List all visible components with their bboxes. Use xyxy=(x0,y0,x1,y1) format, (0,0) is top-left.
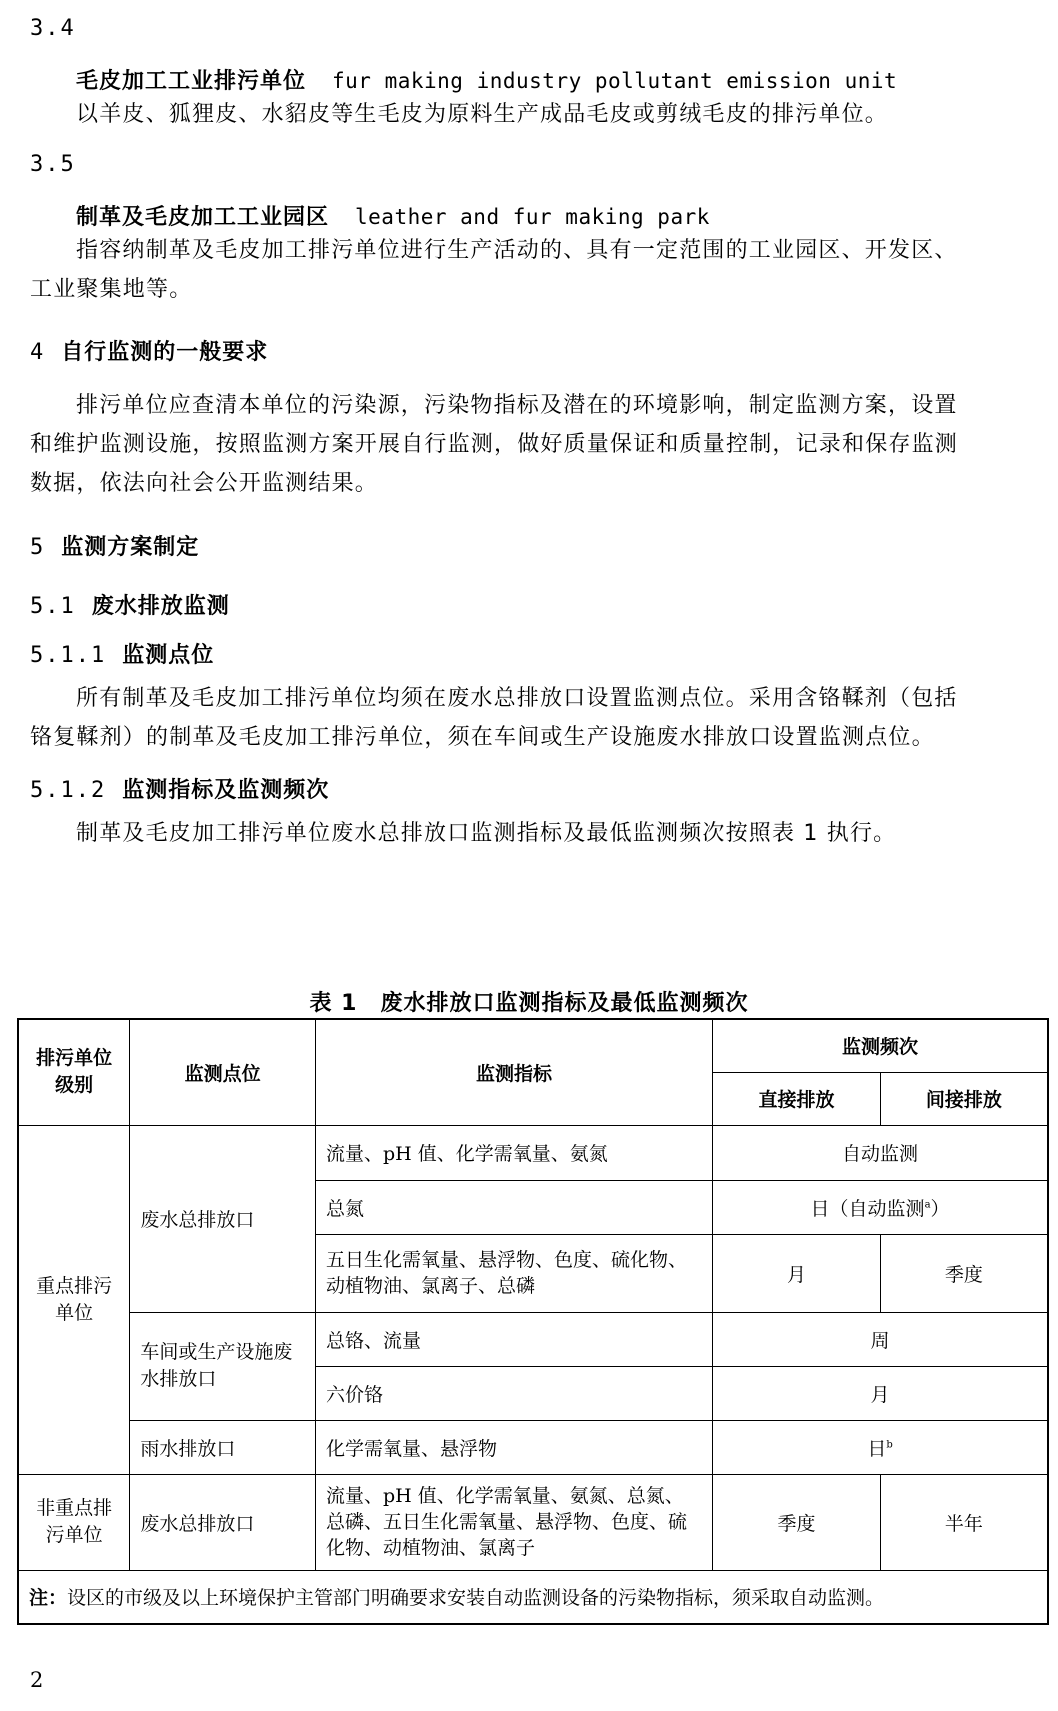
header-indicator: 监测指标 xyxy=(315,1019,712,1125)
frequency-cell: 月 xyxy=(713,1366,1048,1420)
indirect-frequency-cell: 季度 xyxy=(880,1234,1048,1312)
table-row xyxy=(18,1420,1048,1474)
indicator-cell: 六价铬 xyxy=(315,1366,712,1420)
section-heading-4 xyxy=(30,335,268,366)
term-en: leather and fur making park xyxy=(355,205,710,229)
indirect-frequency-cell: 半年 xyxy=(880,1474,1048,1570)
key-units-cell xyxy=(18,1125,130,1474)
term-zh: 毛皮加工工业排污单位 xyxy=(76,69,307,94)
table-row xyxy=(18,1474,1048,1570)
total-outlet-cell: 废水总排放口 xyxy=(130,1125,316,1312)
paragraph-4-line3: 数据，依法向社会公开监测结果。 xyxy=(30,471,379,496)
workshop-outlet-cell: 车间或生产设施废水排放口 xyxy=(130,1312,316,1420)
heading-number: 5.1.1 xyxy=(30,643,107,668)
heading-number: 5.1.2 xyxy=(30,778,107,803)
rain-outlet-cell: 雨水排放口 xyxy=(130,1420,316,1474)
definition-3-4: 以羊皮、狐狸皮、水貂皮等生毛皮为原料生产成品毛皮或剪绒毛皮的排污单位。 xyxy=(76,102,889,127)
heading-number: 5.1 xyxy=(30,594,76,619)
header-point: 监测点位 xyxy=(130,1019,316,1125)
frequency-cell xyxy=(713,1420,1048,1474)
frequency-text-close: ） xyxy=(930,1197,950,1220)
section-number-3-4: 3.4 xyxy=(30,16,76,41)
table-row xyxy=(18,1125,1048,1180)
term-3-5 xyxy=(76,200,710,231)
note-text: 设区的市级及以上环境保护主管部门明确要求安装自动监测设备的污染物指标，须采取自动监测。 xyxy=(67,1587,885,1610)
nonkey-units-cell xyxy=(18,1474,130,1570)
term-3-4 xyxy=(76,64,897,95)
definition-3-5-line2: 工业聚集地等。 xyxy=(30,277,193,302)
heading-title: 监测点位 xyxy=(122,643,215,668)
indicator-cell: 总氮 xyxy=(315,1180,712,1234)
header-level: 排污单位级别 xyxy=(18,1019,130,1125)
footnote-marker: a xyxy=(924,1199,931,1211)
paragraph-5-1-2-line1: 制革及毛皮加工排污单位废水总排放口监测指标及最低监测频次按照表 1 执行。 xyxy=(76,821,897,846)
section-heading-5-1-2 xyxy=(30,773,329,804)
header-indirect: 间接排放 xyxy=(880,1072,1048,1125)
footnote-marker: b xyxy=(886,1439,893,1451)
monitoring-table xyxy=(17,1018,1049,1625)
heading-number: 4 xyxy=(30,340,46,365)
header-direct: 直接排放 xyxy=(713,1072,881,1125)
indicator-cell: 流量、pH 值、化学需氧量、氨氮、总氮、总磷、五日生化需氧量、悬浮物、色度、硫化物、动植物油、氯离子 xyxy=(315,1474,712,1570)
table-caption: 表 1 废水排放口监测指标及最低监测频次 xyxy=(309,991,749,1016)
heading-number: 5 xyxy=(30,535,46,560)
paragraph-4-line1: 排污单位应查清本单位的污染源，污染物指标及潜在的环境影响，制定监测方案，设置 xyxy=(76,393,958,418)
heading-title: 废水排放监测 xyxy=(91,594,230,619)
section-number-3-5: 3.5 xyxy=(30,152,76,177)
indicator-cell: 流量、pH 值、化学需氧量、氨氮 xyxy=(315,1125,712,1180)
heading-title: 自行监测的一般要求 xyxy=(61,340,269,365)
frequency-cell: 自动监测 xyxy=(713,1125,1048,1180)
direct-frequency-cell: 季度 xyxy=(713,1474,881,1570)
note-label: 注： xyxy=(29,1587,68,1610)
table-note xyxy=(18,1570,1048,1624)
section-heading-5-1 xyxy=(30,589,230,620)
frequency-cell xyxy=(713,1180,1048,1234)
term-en: fur making industry pollutant emission unit xyxy=(332,69,898,93)
section-heading-5 xyxy=(30,530,199,561)
indicator-cell: 总铬、流量 xyxy=(315,1312,712,1366)
header-frequency: 监测频次 xyxy=(713,1019,1048,1072)
section-heading-5-1-1 xyxy=(30,638,214,669)
key-units-label: 重点排污单位 xyxy=(36,1274,113,1324)
heading-title: 监测方案制定 xyxy=(61,535,200,560)
definition-3-5-line1: 指容纳制革及毛皮加工排污单位进行生产活动的、具有一定范围的工业园区、开发区、 xyxy=(76,238,958,263)
indicator-cell: 化学需氧量、悬浮物 xyxy=(315,1420,712,1474)
nk-total-outlet-cell: 废水总排放口 xyxy=(130,1474,316,1570)
table-row xyxy=(18,1312,1048,1366)
heading-title: 监测指标及监测频次 xyxy=(122,778,330,803)
paragraph-4-line2: 和维护监测设施，按照监测方案开展自行监测，做好质量保证和质量控制，记录和保存监测 xyxy=(30,432,959,457)
paragraph-5-1-1-line2: 铬复鞣剂）的制革及毛皮加工排污单位，须在车间或生产设施废水排放口设置监测点位。 xyxy=(30,725,935,750)
term-zh: 制革及毛皮加工工业园区 xyxy=(76,205,330,230)
frequency-cell: 周 xyxy=(713,1312,1048,1366)
paragraph-5-1-1-line1: 所有制革及毛皮加工排污单位均须在废水总排放口设置监测点位。采用含铬鞣剂（包括 xyxy=(76,686,958,711)
page-number: 2 xyxy=(30,1668,44,1692)
frequency-text: 日（自动监测 xyxy=(810,1197,925,1220)
table-note-row xyxy=(18,1570,1048,1624)
frequency-text: 日 xyxy=(867,1437,887,1460)
indicator-cell: 五日生化需氧量、悬浮物、色度、硫化物、动植物油、氯离子、总磷 xyxy=(315,1234,712,1312)
direct-frequency-cell: 月 xyxy=(713,1234,881,1312)
nonkey-units-label: 非重点排污单位 xyxy=(36,1497,113,1546)
